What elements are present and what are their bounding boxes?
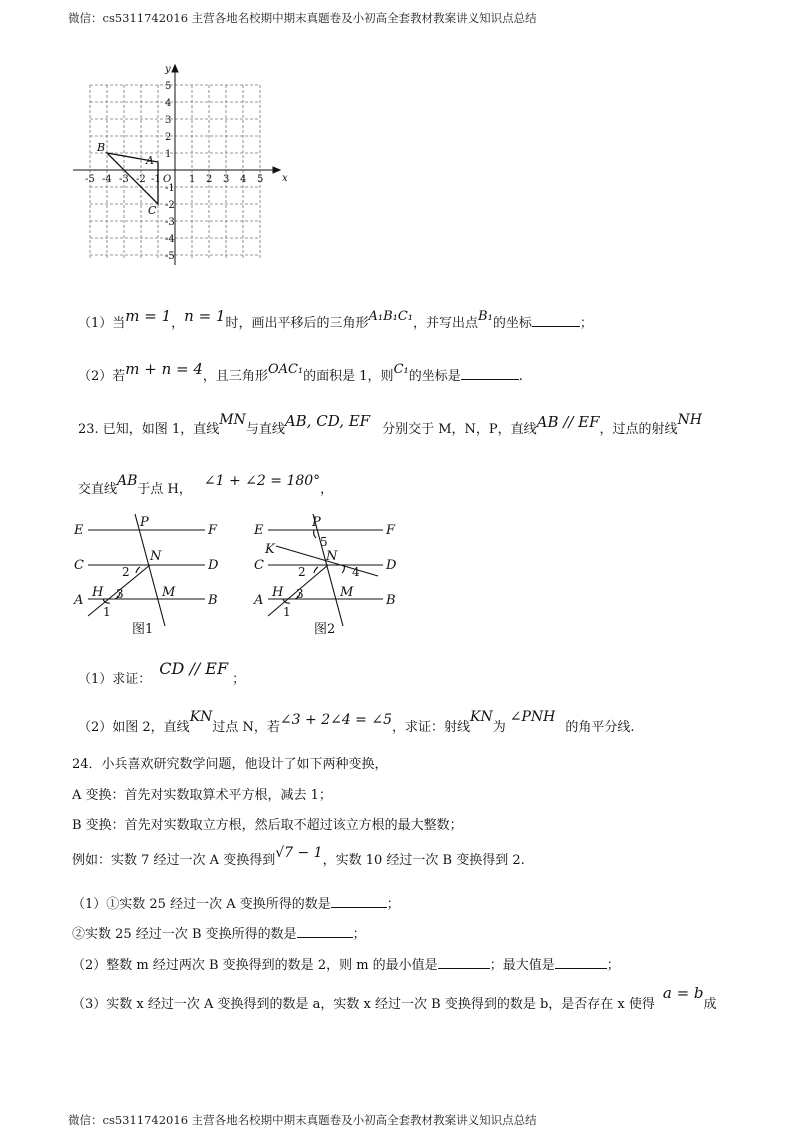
y-tick: 1 <box>165 149 172 160</box>
q23-text: 23. 已知，如图 1，直线 <box>78 422 220 437</box>
line-mn <box>135 514 165 626</box>
label-h: H <box>272 585 284 600</box>
q23-p2-ray-kn: KN <box>470 709 493 725</box>
q23-parallel: AB // EF <box>536 413 600 431</box>
q24-example-expr: √7 − 1 <box>275 845 323 861</box>
y-tick: -5 <box>165 251 175 262</box>
q23-angle-eq: ∠1 + ∠2 = 180° <box>203 473 321 489</box>
q23-line-mn: MN <box>219 412 246 428</box>
q23-line-ab: AB <box>117 473 138 489</box>
page-header: 微信：cs5311742016 主营各地名校期中期末真题卷及小初高全套教材教案讲义知识点总结 <box>68 11 537 25</box>
y-axis-label: y <box>165 64 171 75</box>
y-tick: -2 <box>165 200 175 211</box>
q24-p1b-end: ； <box>352 927 366 942</box>
figure-1-caption: 图1 <box>132 622 154 637</box>
angle-5-arc <box>314 530 316 538</box>
q22-p1-text: （1）当 <box>78 316 126 331</box>
label-m: M <box>340 585 354 600</box>
q24-b-definition: B 变换：首先对实数取立方根，然后取不超过该立方根的最大整数； <box>72 818 463 833</box>
label-h: H <box>92 585 104 600</box>
q22-p1-point: B₁ <box>478 309 493 324</box>
q23-statement-line1 <box>78 412 703 437</box>
q22-p2-triangle: OAC₁ <box>267 362 304 377</box>
q23-statement-line2 <box>78 473 334 497</box>
label-angle-3: 3 <box>296 587 304 601</box>
x-tick: 1 <box>189 174 196 185</box>
figure-1 <box>70 508 230 638</box>
q24-example-text: ，实数 10 经过一次 B 变换得到 2. <box>322 853 525 868</box>
q23-part1 <box>78 659 246 687</box>
q24-example-text: 例如：实数 7 经过一次 A 变换得到 <box>72 853 276 868</box>
label-a: A <box>74 593 84 608</box>
label-m: M <box>162 585 176 600</box>
q23-text: 于点 H， <box>137 482 192 497</box>
label-a: A <box>254 593 264 608</box>
q24-part2 <box>72 954 620 973</box>
q24-a-definition: A 变换：首先对实数取算术平方根，减去 1； <box>72 788 332 803</box>
q22-p1-end: ； <box>579 316 593 331</box>
q23-text: 与直线 <box>245 422 285 437</box>
angle-2-arc <box>314 567 318 573</box>
answer-blank[interactable] <box>532 325 580 327</box>
point-a-label: A <box>146 154 154 167</box>
q24-p2-text: ；最大值是 <box>489 958 555 973</box>
label-angle-1: 1 <box>103 605 111 619</box>
x-axis-label: x <box>282 173 288 184</box>
q23-lines: AB, CD, EF <box>284 412 371 430</box>
q23-text: 分别交于 M，N，P，直线 <box>382 422 537 437</box>
q22-p1-n-eq: n = 1 <box>184 307 226 325</box>
q23-part2 <box>78 709 635 735</box>
q24-p1a-end: ； <box>386 897 400 912</box>
x-tick: 4 <box>240 174 247 185</box>
q24-p3-text: （3）实数 x 经过一次 A 变换得到的数是 a，实数 x 经过一次 B 变换得到的数是 b，是否存在 x 使得 <box>72 997 655 1012</box>
q22-p1-comma: ， <box>171 316 185 331</box>
x-tick: 2 <box>206 174 213 185</box>
q23-p2-text: 的角平分线. <box>565 720 635 735</box>
coordinate-grid-figure <box>68 60 298 270</box>
page-footer: 微信：cs5311742016 主营各地名校期中期末真题卷及小初高全套教材教案讲义知识点总结 <box>68 1113 537 1127</box>
q23-p1-end: ； <box>232 672 246 687</box>
label-angle-5: 5 <box>320 535 328 549</box>
q24-p1a-text: （1）①实数 25 经过一次 A 变换所得的数是 <box>72 897 331 912</box>
q24-p1b-text: ②实数 25 经过一次 B 变换所得的数是 <box>72 927 297 942</box>
answer-blank[interactable] <box>438 967 490 969</box>
label-b: B <box>386 593 396 608</box>
q24-part1b <box>72 923 366 942</box>
y-tick: 4 <box>165 98 172 109</box>
point-c-label: C <box>148 204 157 217</box>
q23-p2-text: 为 <box>492 720 506 735</box>
q23-p2-text: 过点 N，若 <box>212 720 280 735</box>
label-c: C <box>254 558 264 573</box>
answer-blank[interactable] <box>461 378 519 380</box>
q24-part1a <box>72 893 400 912</box>
x-tick: 5 <box>257 174 264 185</box>
q24-p3-eq: a = b <box>662 984 704 1002</box>
q23-p2-angle-eq: ∠3 + 2∠4 = ∠5 <box>279 712 393 728</box>
q23-p2-line-kn: KN <box>189 709 213 725</box>
answer-blank[interactable] <box>297 936 353 938</box>
q24-part3 <box>72 984 717 1012</box>
q22-part2 <box>78 360 523 384</box>
q22-p2-text: 的坐标是 <box>408 369 461 384</box>
point-b-label: B <box>97 141 106 154</box>
label-p: P <box>140 515 149 530</box>
q23-text: ，过点的射线 <box>599 422 678 437</box>
q22-p2-end: . <box>518 369 523 384</box>
x-tick: -5 <box>85 174 95 185</box>
q23-ray-nh: NH <box>677 412 703 428</box>
label-d: D <box>386 558 397 573</box>
y-tick: -3 <box>165 217 175 228</box>
label-p: P <box>312 515 321 530</box>
axes <box>73 65 280 265</box>
y-tick: 2 <box>165 132 172 143</box>
answer-blank[interactable] <box>331 906 387 908</box>
q22-p1-text: 时，画出平移后的三角形 <box>225 316 369 331</box>
x-tick: 3 <box>223 174 230 185</box>
q24-intro: 24．小兵喜欢研究数学问题，他设计了如下两种变换， <box>72 757 388 772</box>
answer-blank[interactable] <box>555 967 607 969</box>
q22-p2-text: （2）若 <box>78 369 126 384</box>
q22-p1-text: 的坐标 <box>492 316 532 331</box>
label-f: F <box>208 523 218 538</box>
q23-p1-parallel: CD // EF <box>159 659 229 678</box>
x-tick: -3 <box>119 174 129 185</box>
label-f: F <box>386 523 396 538</box>
x-tick: -2 <box>136 174 146 185</box>
q22-p1-m-eq: m = 1 <box>125 307 172 325</box>
q24-p2-text: （2）整数 m 经过两次 B 变换得到的数是 2，则 m 的最小值是 <box>72 958 438 973</box>
y-tick: -1 <box>165 183 175 194</box>
q22-p2-text: 的面积是 1，则 <box>303 369 394 384</box>
label-angle-2: 2 <box>122 565 130 579</box>
angle-2-arc <box>136 567 140 573</box>
q22-p2-eq: m + n = 4 <box>125 360 203 378</box>
x-tick: -4 <box>102 174 112 185</box>
label-e: E <box>254 523 264 538</box>
q23-text: ， <box>320 482 334 497</box>
label-n: N <box>326 549 338 564</box>
figure-2 <box>248 508 418 638</box>
q23-p1-text: （1）求证： <box>78 672 152 687</box>
y-tick: 5 <box>165 81 172 92</box>
label-k: K <box>265 542 275 557</box>
origin-label: O <box>163 174 172 185</box>
label-c: C <box>74 558 84 573</box>
x-tick: -1 <box>151 174 161 185</box>
label-n: N <box>150 549 162 564</box>
q24-p2-end: ； <box>606 958 620 973</box>
label-b: B <box>208 593 218 608</box>
x-axis-arrow <box>273 167 280 173</box>
label-angle-4: 4 <box>352 565 360 579</box>
q22-p2-text: ，且三角形 <box>202 369 268 384</box>
q24-p3-text: 成 <box>703 997 717 1012</box>
y-tick: -4 <box>165 234 175 245</box>
q22-p1-text: ，并写出点 <box>413 316 479 331</box>
q22-part1 <box>78 307 593 331</box>
q23-text: 交直线 <box>78 482 118 497</box>
label-e: E <box>74 523 84 538</box>
q23-p2-text: （2）如图 2，直线 <box>78 720 190 735</box>
y-tick: 3 <box>165 115 172 126</box>
label-angle-1: 1 <box>283 605 291 619</box>
q24-example <box>72 845 525 868</box>
label-angle-2: 2 <box>298 565 306 579</box>
label-angle-3: 3 <box>116 587 124 601</box>
y-axis-arrow <box>172 65 178 72</box>
q22-p1-triangle: A₁B₁C₁ <box>368 309 414 324</box>
q23-p2-angle-pnh: ∠PNH <box>509 709 556 725</box>
label-d: D <box>208 558 219 573</box>
q22-p2-point: C₁ <box>393 362 409 377</box>
q23-p2-text: ，求证：射线 <box>392 720 471 735</box>
figure-2-caption: 图2 <box>314 622 336 637</box>
line-mn <box>313 514 343 626</box>
